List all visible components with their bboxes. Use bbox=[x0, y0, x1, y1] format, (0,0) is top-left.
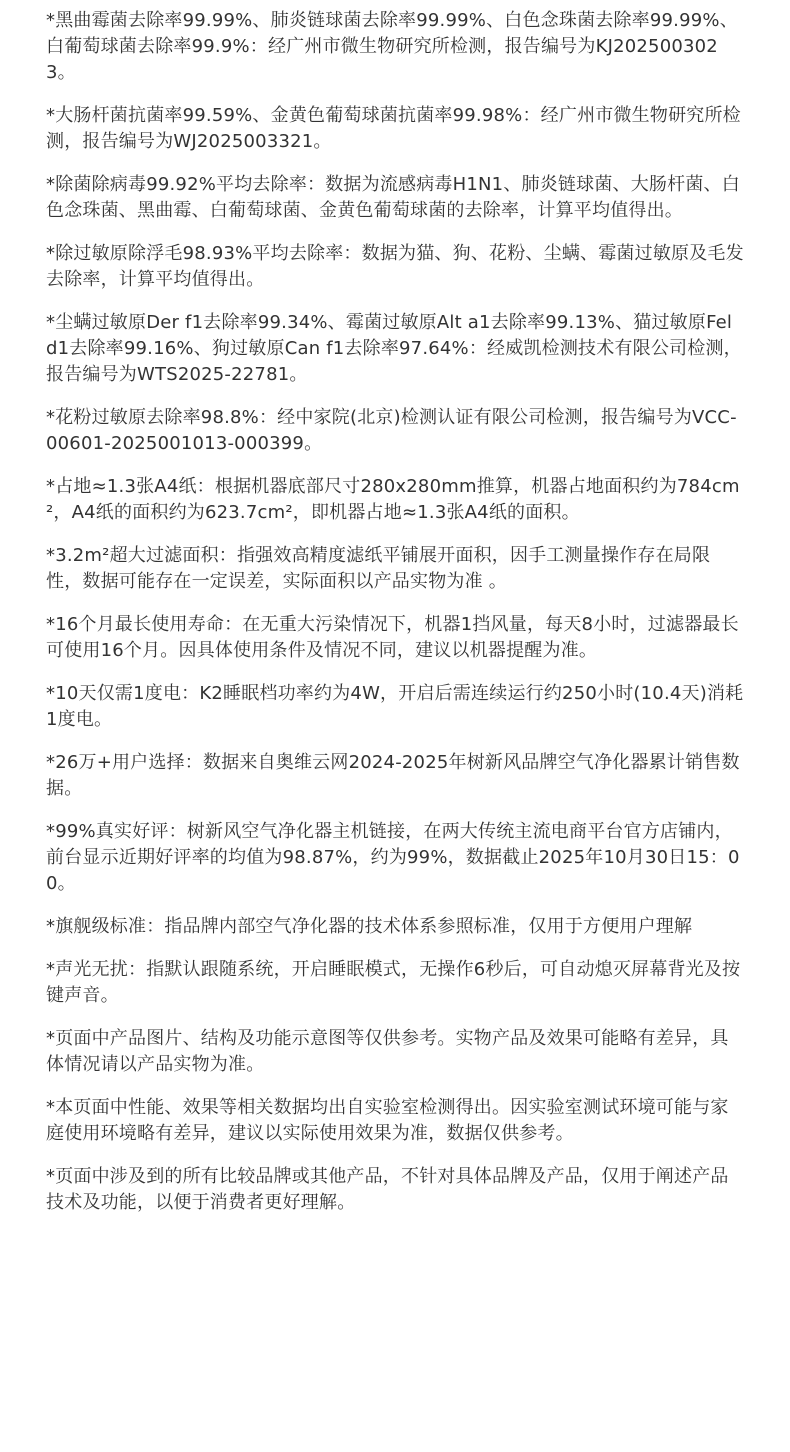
note-antibacterial-removal: *黑曲霉菌去除率99.99%、肺炎链球菌去除率99.99%、白色念珠菌去除率99.99%、白葡萄球菌去除率99.9%：经广州市微生物研究所检测，报告编号为KJ2025003023。 bbox=[46, 10, 738, 83]
note-pollen-allergen: *花粉过敏原去除率98.8%：经中家院(北京)检测认证有限公司检测，报告编号为VCC-00601-2025001013-000399。 bbox=[46, 407, 737, 454]
note-allergen-pet-hair-average: *除过敏原除浮毛98.93%平均去除率：数据为猫、狗、花粉、尘螨、霉菌过敏原及毛发去除率，计算平均值得出。 bbox=[46, 243, 744, 290]
note-silent-mode: *声光无扰：指默认跟随系统，开启睡眠模式，无操作6秒后，可自动熄灭屏幕背光及按键声音。 bbox=[46, 959, 741, 1006]
note-allergen-removal-rates: *尘螨过敏原Der f1去除率99.34%、霉菌过敏原Alt a1去除率99.13%、猫过敏原Fel d1去除率99.16%、狗过敏原Can f1去除率97.64%：经威凯检测技术有限公司检测，报告编号为WTS2025-22781。 bbox=[46, 312, 742, 385]
note-brand-comparison: *页面中涉及到的所有比较品牌或其他产品，不针对具体品牌及产品，仅用于阐述产品技术及功能，以便于消费者更好理解。 bbox=[46, 1166, 729, 1213]
disclaimer-notes bbox=[46, 8, 744, 1233]
note-images-reference: *页面中产品图片、结构及功能示意图等仅供参考。实物产品及效果可能略有差异，具体情况请以产品实物为准。 bbox=[46, 1028, 729, 1075]
note-filter-lifespan: *16个月最长使用寿命：在无重大污染情况下，机器1挡风量，每天8小时，过滤器最长可使用16个月。因具体使用条件及情况不同，建议以机器提醒为准。 bbox=[46, 614, 739, 661]
note-antibacterial-rate: *大肠杆菌抗菌率99.59%、金黄色葡萄球菌抗菌率99.98%：经广州市微生物研究所检测，报告编号为WJ2025003321。 bbox=[46, 105, 741, 152]
note-footprint-a4: *占地≈1.3张A4纸：根据机器底部尺寸280x280mm推算，机器占地面积约为784cm²，A4纸的面积约为623.7cm²，即机器占地≈1.3张A4纸的面积。 bbox=[46, 476, 740, 523]
note-power-consumption: *10天仅需1度电：K2睡眠档功率约为4W，开启后需连续运行约250小时(10.4天)消耗1度电。 bbox=[46, 683, 744, 730]
note-positive-reviews: *99%真实好评：树新风空气净化器主机链接，在两大传统主流电商平台官方店铺内，前台显示近期好评率的均值为98.87%，约为99%，数据截止2025年10月30日15：00。 bbox=[46, 821, 740, 894]
note-user-count: *26万+用户选择：数据来自奥维云网2024-2025年树新风品牌空气净化器累计销售数据。 bbox=[46, 752, 740, 799]
note-lab-data: *本页面中性能、效果等相关数据均出自实验室检测得出。因实验室测试环境可能与家庭使用环境略有差异，建议以实际使用效果为准，数据仅供参考。 bbox=[46, 1097, 729, 1144]
note-flagship-standard: *旗舰级标准：指品牌内部空气净化器的技术体系参照标准，仅用于方便用户理解 bbox=[46, 916, 693, 937]
note-virus-removal-average: *除菌除病毒99.92%平均去除率：数据为流感病毒H1N1、肺炎链球菌、大肠杆菌、白色念珠菌、黑曲霉、白葡萄球菌、金黄色葡萄球菌的去除率，计算平均值得出。 bbox=[46, 174, 740, 221]
note-filter-area: *3.2m²超大过滤面积：指强效高精度滤纸平铺展开面积，因手工测量操作存在局限性，数据可能存在一定误差，实际面积以产品实物为准 。 bbox=[46, 545, 711, 592]
